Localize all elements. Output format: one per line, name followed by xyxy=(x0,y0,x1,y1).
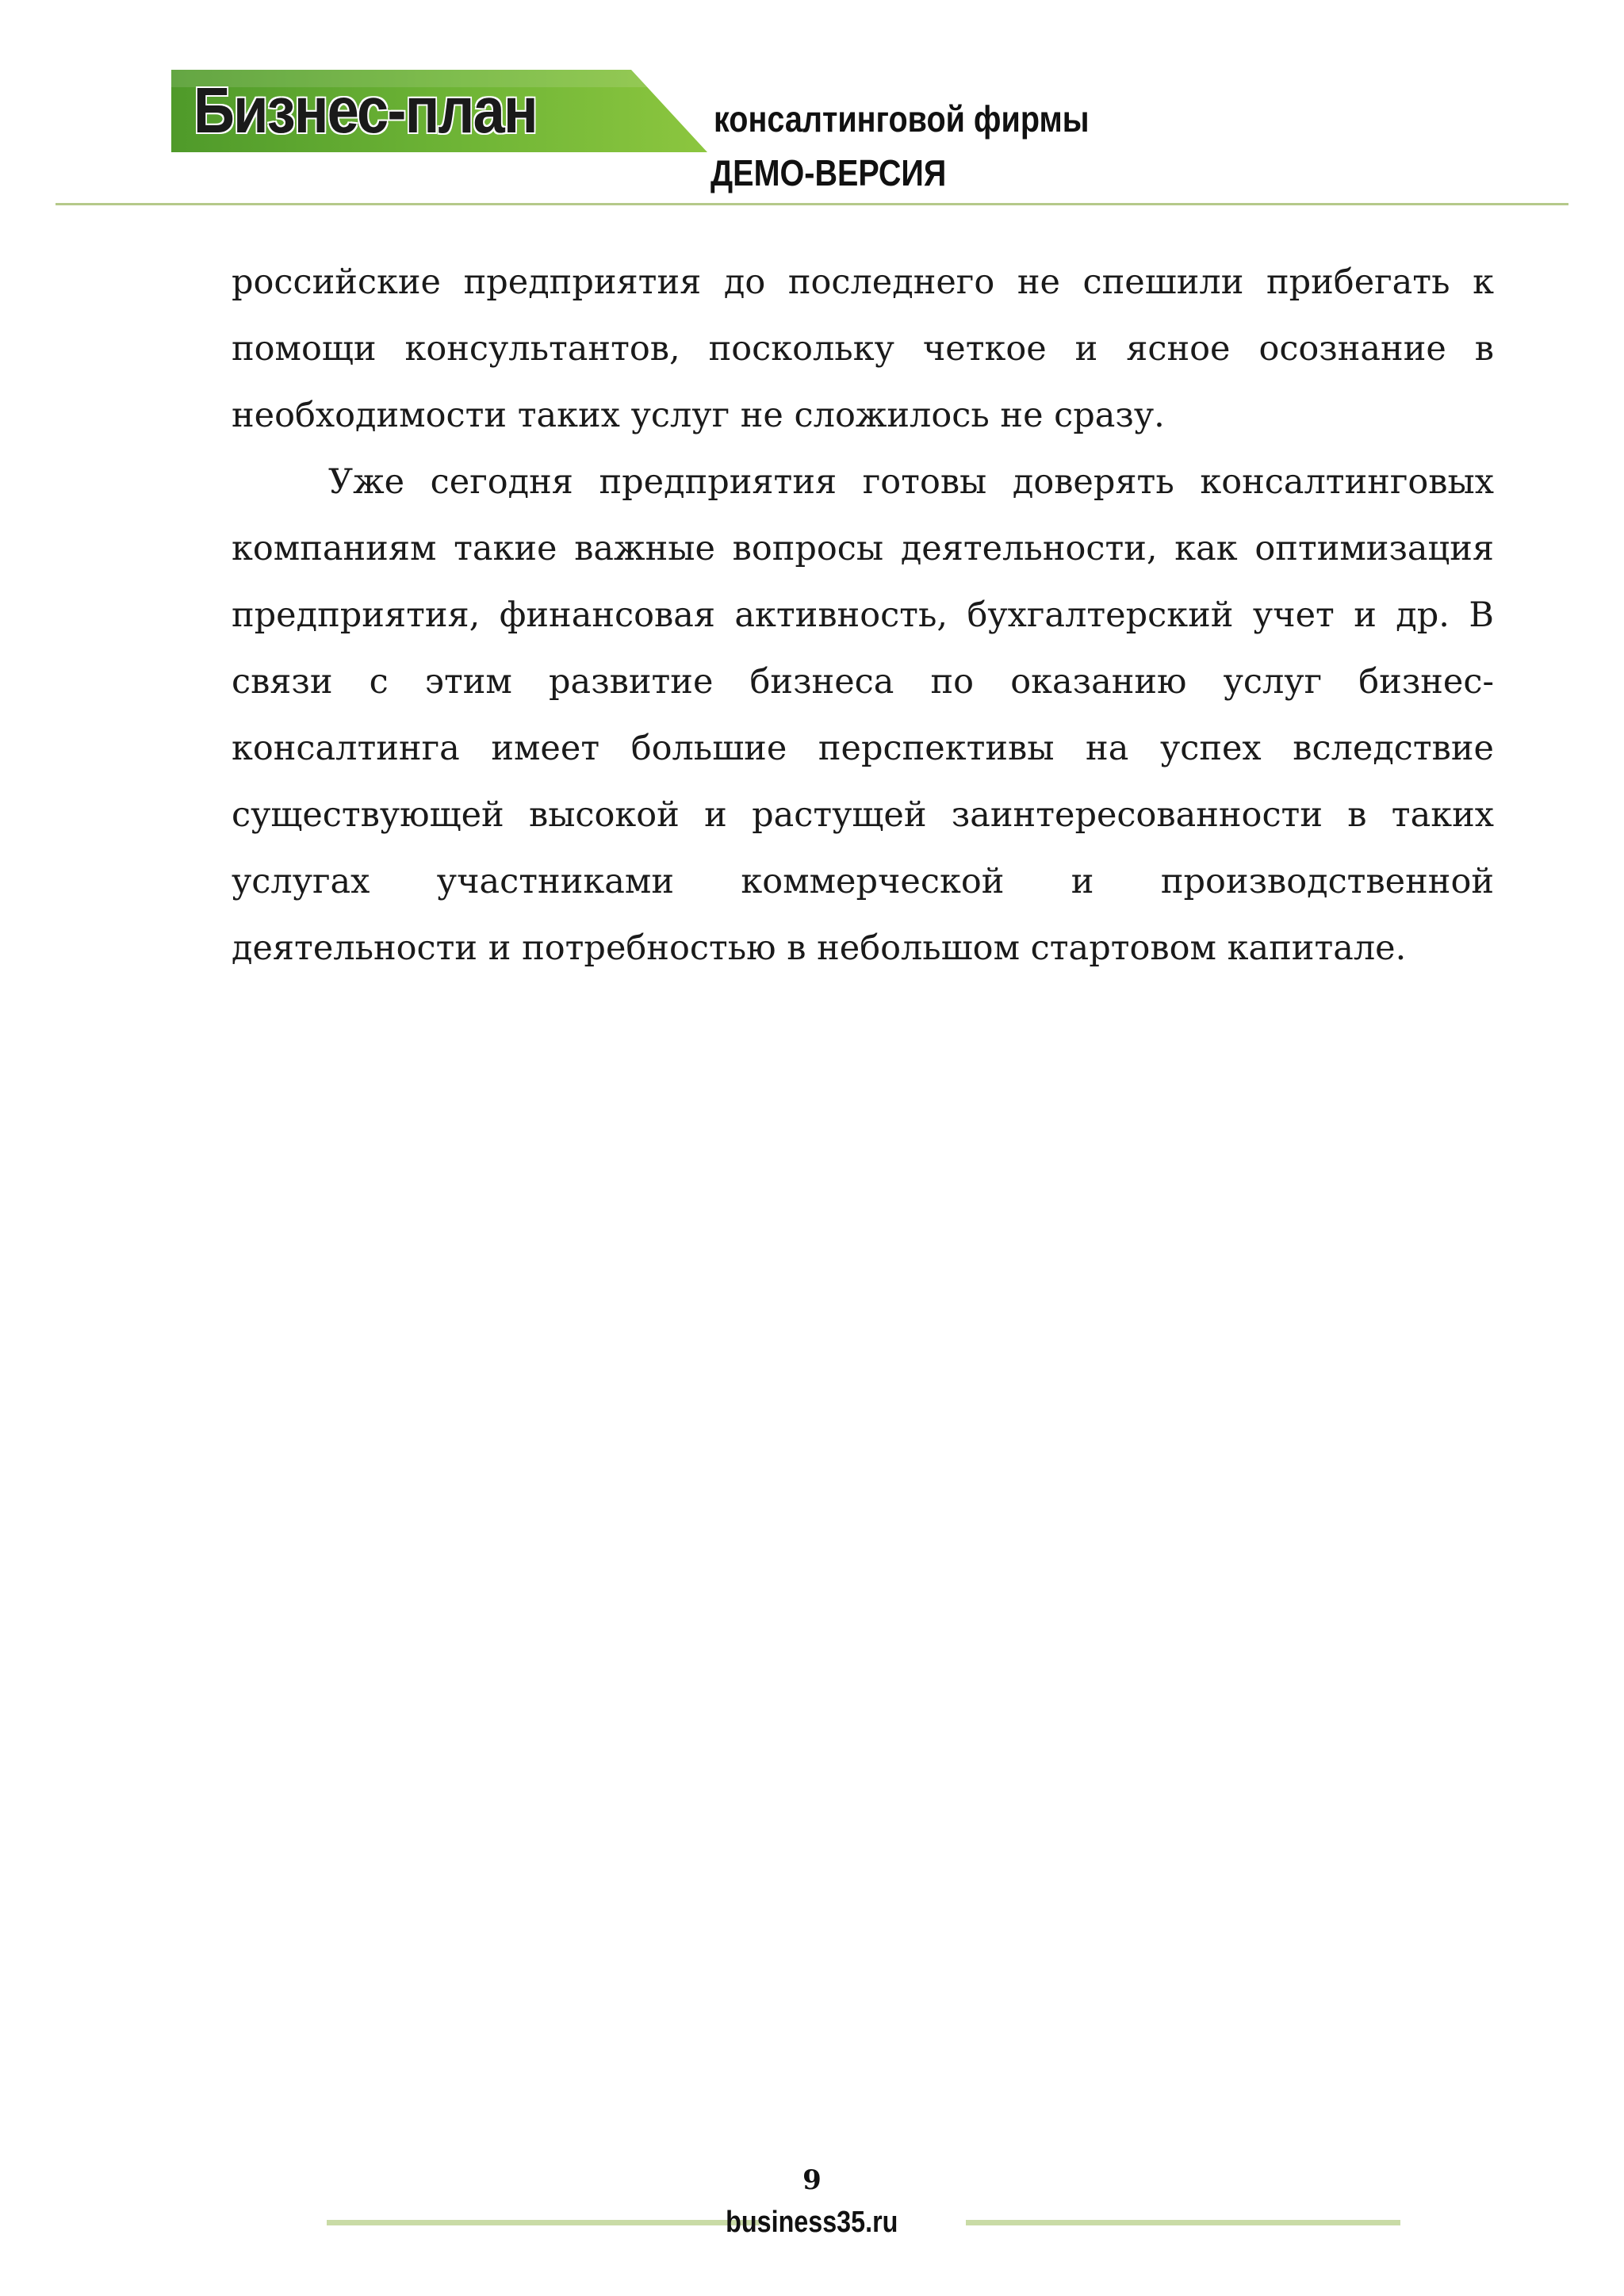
paragraph-1: российские предприятия до последнего не спешили прибегать к помощи консультантов, поскольку четкое и ясное осознание в необходимости таких услуг не сложилось не сразу. xyxy=(232,262,1494,435)
page-number: 9 xyxy=(802,2164,822,2196)
demo-version-label: ДЕМО-ВЕРСИЯ xyxy=(710,152,947,193)
paragraph-2: Уже сегодня предприятия готовы доверять консалтинговых компаниям такие важные вопросы деятельности, как оптимизация предприятия, финансовая активность, бухгалтерский учет и др. В связи с этим развитие бизнеса по оказанию услуг бизнес-консалтинга имеет большие перспективы на успех вследствие существующей высокой и растущей заинтересованности в таких услугах участниками коммерческой и производственной деятельности и потребностью в небольшом стартовом капитале. xyxy=(232,462,1494,968)
logo-title: Бизнес-план xyxy=(193,75,537,147)
footer-website-text: business35.ru xyxy=(726,2206,898,2239)
body-text xyxy=(232,249,1494,982)
header-subtitle: консалтинговой фирмы xyxy=(714,98,1090,140)
footer-website xyxy=(0,2202,1624,2242)
logo-banner xyxy=(171,70,707,152)
header-divider xyxy=(56,203,1568,205)
